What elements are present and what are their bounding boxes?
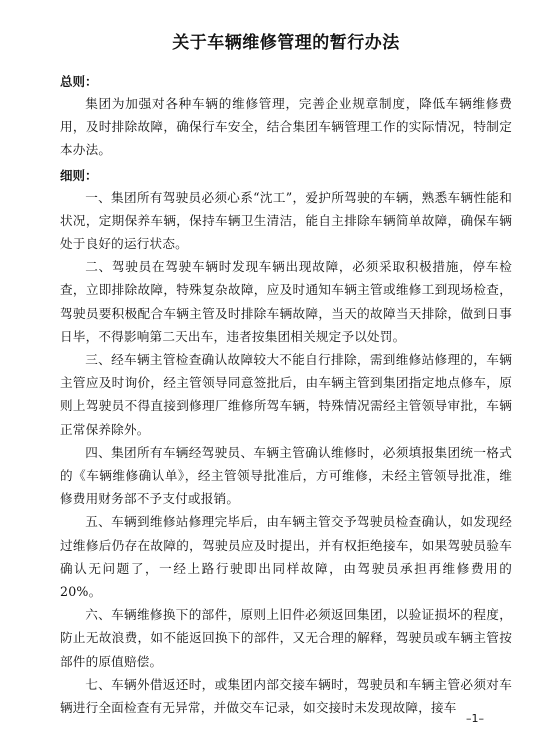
rule-item-7: 七、车辆外借返还时，或集团内部交接车辆时，驾驶员和车辆主管必须对车辆进行全面检查有无异常，并做交车记录，如交接时未发现故障，接车 bbox=[60, 676, 512, 716]
page-number: –1– bbox=[466, 712, 484, 725]
rule-item-6: 六、车辆维修换下的部件，原则上旧件必须返回集团，以验证损坏的程度，防止无故浪费，如不能返回换下的部件，又无合理的解释，驾驶员或车辆主管按部件的原值赔偿。 bbox=[60, 607, 512, 669]
section-heading-general: 总则： bbox=[60, 74, 98, 89]
document-title: 关于车辆维修管理的暂行办法 bbox=[172, 33, 400, 53]
rule-item-4: 四、集团所有车辆经驾驶员、车辆主管确认维修时，必须填报集团统一格式的《车辆维修确认单》，经主管领导批准后，方可维修，未经主管领导批准，维修费用财务部不予支付或报销。 bbox=[60, 444, 512, 507]
rule-item-3: 三、经车辆主管检查确认故障较大不能自行排除，需到维修站修理的，车辆主管应及时询价，经主管领导同意签批后，由车辆主管到集团指定地点修车，原则上驾驶员不得直接到修理厂维修所驾车辆，特殊情况需经主管领导审批，车辆正常保养除外。 bbox=[60, 352, 512, 437]
rule-item-1: 一、集团所有驾驶员必须心系“沈工”，爱护所驾驶的车辆，熟悉车辆性能和状况，定期保养车辆，保持车辆卫生清洁，能自主排除车辆简单故障，确保车辆处于良好的运行状态。 bbox=[60, 189, 512, 252]
rule-item-2: 二、驾驶员在驾驶车辆时发现车辆出现故障，必须采取积极措施，停车检查，立即排除故障，特殊复杂故障，应及时通知车辆主管或维修工到现场检查，驾驶员要积极配合车辆主管及时排除车辆故障，当天的故障当天排除，做到日事日毕，不得影响第二天出车，违者按集团相关规定予以处罚。 bbox=[60, 259, 512, 344]
rule-item-5: 五、车辆到维修站修理完毕后，由车辆主管交予驾驶员检查确认，如发现经过维修后仍存在故障的，驾驶员应及时提出，并有权拒绝接车，如果驾驶员验车确认无问题了，一经上路行驶即出同样故障，由驾驶员承担再维修费用的 20%。 bbox=[60, 514, 512, 600]
general-paragraph: 集团为加强对各种车辆的维修管理，完善企业规章制度，降低车辆维修费用，及时排除故障，确保行车安全，结合集团车辆管理工作的实际情况，特制定本办法。 bbox=[60, 96, 512, 158]
section-heading-detail: 细则： bbox=[60, 167, 98, 183]
